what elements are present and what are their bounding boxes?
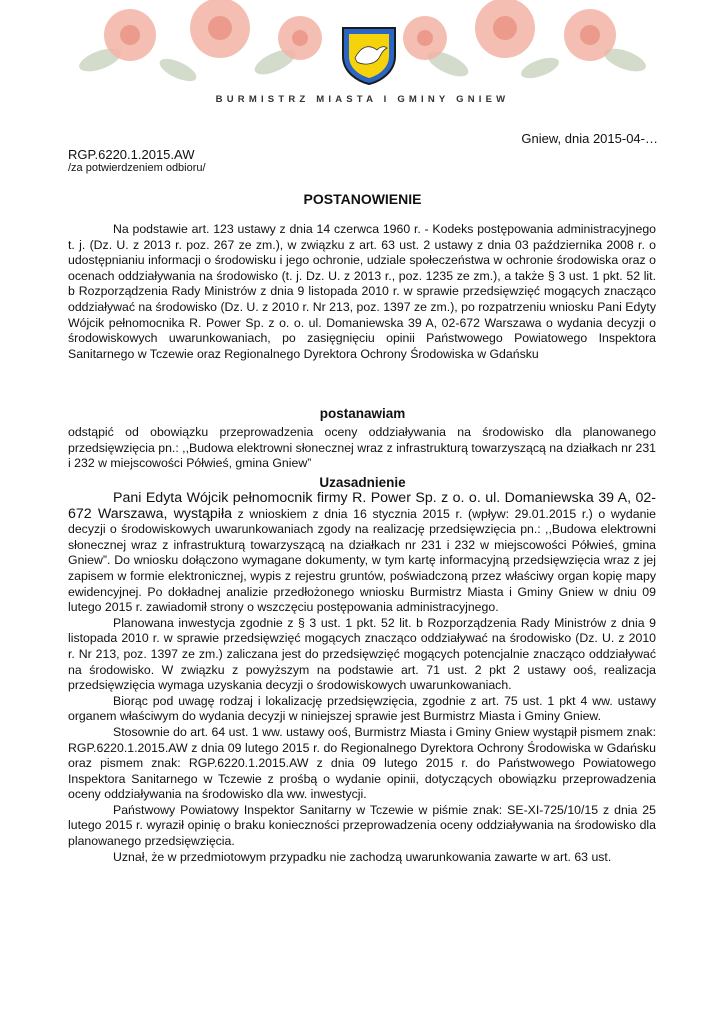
municipality-name: BURMISTRZ MIASTA I GMINY GNIEW <box>215 94 510 105</box>
preamble-paragraph: Na podstawie art. 123 ustawy z dnia 14 czerwca 1960 r. - Kodeks postępowania administracyjnego t. j. (Dz. U. z 2013 r. poz. 267 ze zm.), w związku z art. 63 ust. 2 ustawy z dnia 03 października 2008 r. o udostępnianiu informacji o środowisku i jego ochronie, udziale społeczeństwa w ochronie środowiska oraz o ocenach oddziaływania na środowisko (t. j. Dz. U. z 2013 r., poz. 1235 ze zm.), a także § 3 ust. 1 pkt. 52 lit. b Rozporządzenia Rady Ministrów z dnia 9 listopada 2010 r. w sprawie przedsięwzięć mogących znacząco oddziaływać na środowisko (Dz. U. z 2010 r. Nr 213, poz. 1397 ze zm.), po rozpatrzeniu wniosku Pani Edyty Wójcik pełnomocnika R. Power Sp. z o. o. ul. Domaniewska 39 A, 02-672 Warszawa o wydania decyzji o środowiskowych uwarunkowaniach, po zasięgnięciu opinii Państwowego Powiatowego Inspektora Sanitarnego w Tczewie oraz Regionalnego Dyrektora Ochrony Środowiska w Gdańsku <box>68 222 656 361</box>
justification-paragraph-5: Państwowy Powiatowy Inspektor Sanitarny w Tczewie w piśmie znak: SE-XI-725/10/15 z dnia 25 lutego 2015 r. wyraził opinię o braku konieczności przeprowadzenia oceny oddziaływania na środowisko dla planowanego przedsięwzięcia. <box>68 802 656 849</box>
document-title: POSTANOWIENIE <box>303 191 422 207</box>
justification-request-text: z wnioskiem z dnia 16 stycznia 2015 r. (wpływ: 29.01.2015 r.) o wydanie decyzji o środowiskowych uwarunkowaniach zgody na realizację przedsięwzięcia pn.: ,,Budowa elektrowni słonecznej wraz z infrastrukturą towarzyszącą na działkach nr 231 i 232 w miejscowości Półwieś, gmina Gniew”. Do wniosku dołączono wymagane dokumenty, w tym kartę informacyjną przedsięwzięcia wraz z jej zapisem w formie elektronicznej, wypis z rejestru gruntów, poświadczoną przez właściwy organ kopię mapy ewidencyjnej. Po dokładnej analizie przedłożonego wniosku Burmistrz Miasta i Gminy Gniew w dniu 09 lutego 2015 r. zawiadomił strony o wszczęciu postępowania administracyjnego. <box>68 506 656 615</box>
justification-paragraph-6: Uznał, że w przedmiotowym przypadku nie zachodzą uwarunkowania zawarte w art. 63 ust. <box>113 849 612 864</box>
justification-paragraph-1 <box>68 491 656 616</box>
reference-number: RGP.6220.1.2015.AW <box>68 147 195 162</box>
justification-applicant-text: Pani Edyta Wójcik pełnomocnik firmy R. Power Sp. z o. o. ul. Domaniewska 39 A, 02-672 Warszawa, wystąpiła <box>68 490 656 522</box>
justification-heading: Uzasadnienie <box>319 475 406 490</box>
decision-paragraph: odstąpić od obowiązku przeprowadzenia oceny oddziaływania na środowisko dla planowanego przedsięwzięcia pn.: ,,Budowa elektrowni słonecznej wraz z infrastrukturą towarzyszącą na działkach nr 231 i 232 w miejscowości Półwieś, gmina Gniew” <box>68 425 656 471</box>
justification-paragraph-4: Stosownie do art. 64 ust. 1 ww. ustawy ooś, Burmistrz Miasta i Gminy Gniew wystąpił pismem znak: RGP.6220.1.2015.AW z dnia 09 lutego 2015 r. do Regionalnego Dyrektora Ochrony Środowiska w Gdańsku oraz pismem znak: RGP.6220.1.2015.AW z dnia 09 lutego 2015 r. do Państwowego Powiatowego Inspektora Sanitarnego w Tczewie z prośbą o wydanie opinii, dotyczących obowiązku przeprowadzenia oceny oddziaływania na środowisko dla ww. inwestycji. <box>68 724 656 802</box>
justification-paragraph-3: Biorąc pod uwagę rodzaj i lokalizację przedsięwzięcia, zgodnie z art. 75 ust. 1 pkt 4 ww. ustawy organem właściwym do wydania decyzji w niniejszej sprawie jest Burmistrz Miasta i Gminy Gniew. <box>68 693 656 724</box>
date-line: Gniew, dnia 2015-04-… <box>521 131 658 146</box>
gniew-coat-of-arms-icon <box>339 24 399 86</box>
justification-body <box>68 491 656 865</box>
letterhead <box>0 0 725 110</box>
reference-note: /za potwierdzeniem odbioru/ <box>68 162 206 174</box>
decides-heading: postanawiam <box>319 406 406 421</box>
justification-paragraph-2: Planowana inwestycja zgodnie z § 3 ust. 1 pkt. 52 lit. b Rozporządzenia Rady Ministrów z dnia 9 listopada 2010 r. w sprawie przedsięwzięć mogących znacząco oddziaływać na środowisko (Dz. U. z 2010 r. Nr 213, poz. 1397 ze zm.) zaliczana jest do przedsięwzięć mogących potencjalnie znacząco oddziaływać na środowisko. W związku z powyższym na podstawie art. 71 ust. 2 pkt 2 ustawy ooś, realizacja przedsięwzięcia wymaga uzyskania decyzji o środowiskowych uwarunkowaniach. <box>68 615 656 693</box>
